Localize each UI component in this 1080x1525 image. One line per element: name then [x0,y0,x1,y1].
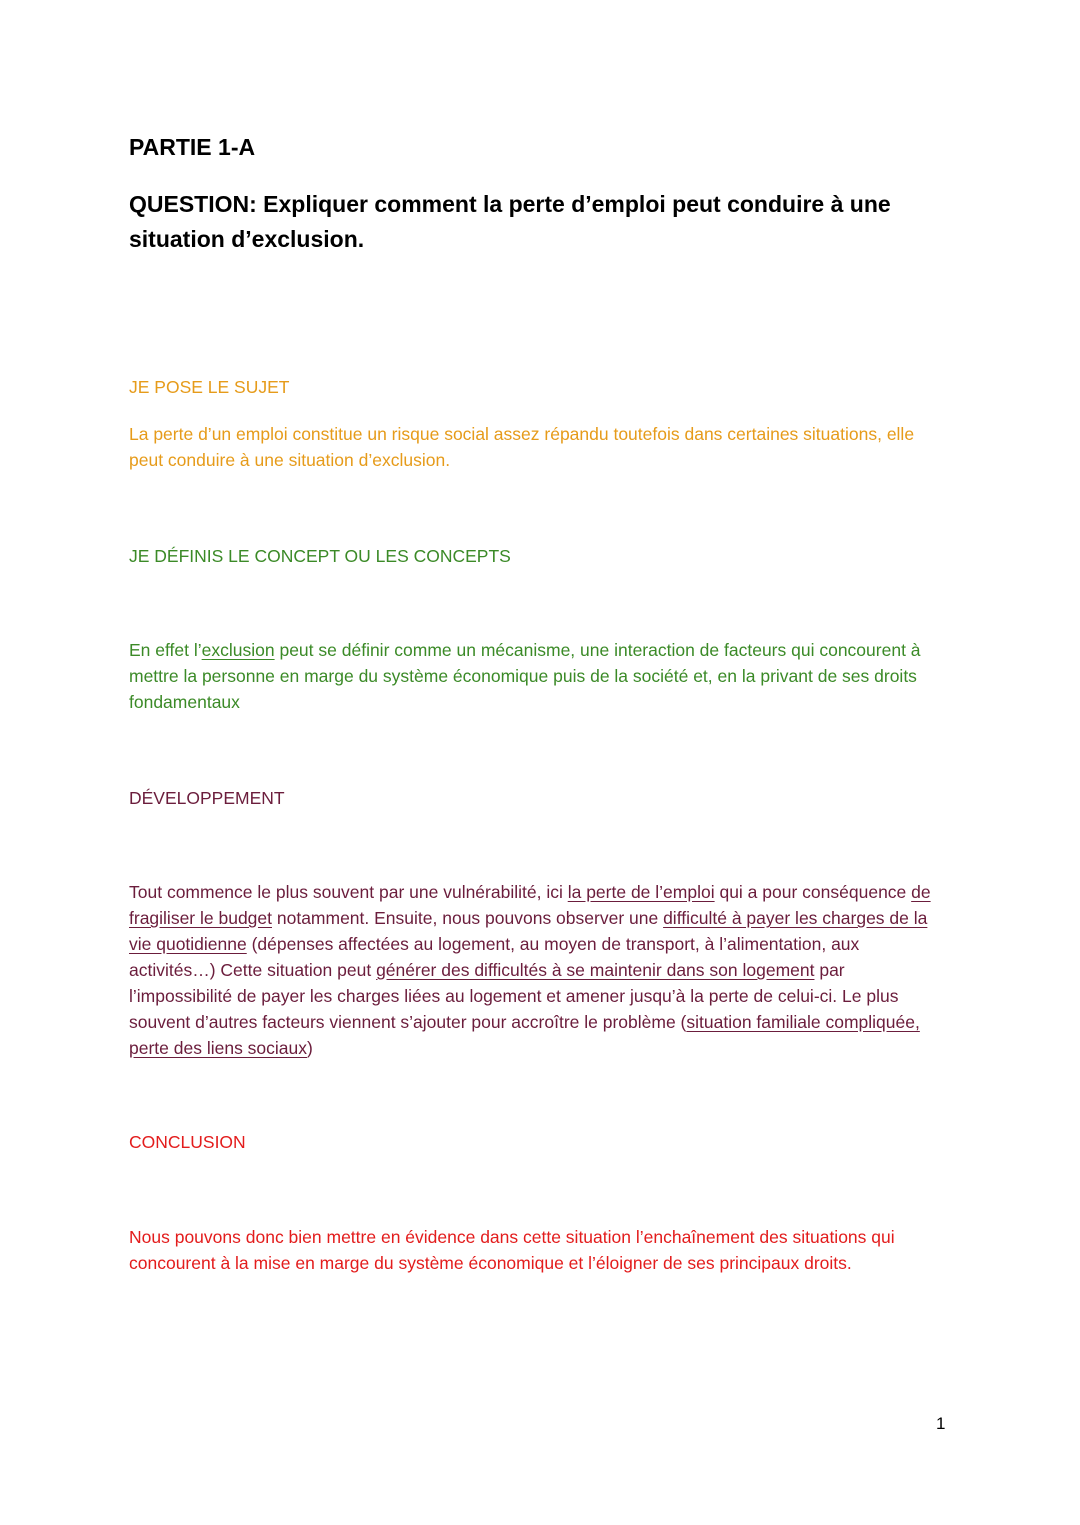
section-text-define [129,637,944,715]
question-title: QUESTION: Expliquer comment la perte d’emploi peut conduire à une situation d’exclusion. [129,191,891,252]
develop-underline-2: de fragiliser le budget [129,882,931,928]
section-text-develop [129,879,944,1061]
section-heading-conclusion: CONCLUSION [129,1132,246,1152]
part-title: PARTIE 1-A [129,134,256,160]
section-heading-develop: DÉVELOPPEMENT [129,788,285,808]
develop-text-5: par l’impossibilité de payer les charges liées au logement et amener jusqu’à la perte de celui-ci. Le plus souvent d’autres facteurs viennent s’ajouter pour accroître le problème ( [129,960,899,1032]
develop-text-4: (dépenses affectées au logement, au moyen de transport, à l’alimentation, aux activités…) Cette situation peut [129,934,860,980]
define-text-before: En effet l’ [129,640,202,660]
develop-text-1: Tout commence le plus souvent par une vulnérabilité, ici [129,882,568,902]
page-number: 1 [936,1414,946,1433]
develop-text-3: notamment. Ensuite, nous pouvons observer une [272,908,664,928]
develop-underline-4: générer des difficultés à se maintenir dans son logement [376,960,815,980]
develop-underline-1: la perte de l’emploi [567,882,715,902]
section-text-conclusion: Nous pouvons donc bien mettre en évidence dans cette situation l’enchaînement des situations qui concourent à la mise en marge du système économique et l’éloigner de ses principaux droits. [129,1227,895,1273]
define-term-exclusion: exclusion [201,640,275,660]
develop-underline-3: difficulté à payer les charges de la vie quotidienne [129,908,928,954]
develop-text-2: qui a pour conséquence [714,882,912,902]
develop-underline-5: situation familiale compliquée, perte des liens sociaux [129,1012,920,1058]
section-heading-pose: JE POSE LE SUJET [129,377,290,397]
define-text-after: peut se définir comme un mécanisme, une interaction de facteurs qui concourent à mettre la personne en marge du système économique puis de la société et, en la privant de ses droits fondamentaux [129,640,921,712]
section-heading-define: JE DÉFINIS LE CONCEPT OU LES CONCEPTS [129,546,511,566]
section-text-pose: La perte d’un emploi constitue un risque social assez répandu toutefois dans certaines situations, elle peut conduire à une situation d’exclusion. [129,424,915,470]
develop-text-6: ) [307,1038,313,1058]
